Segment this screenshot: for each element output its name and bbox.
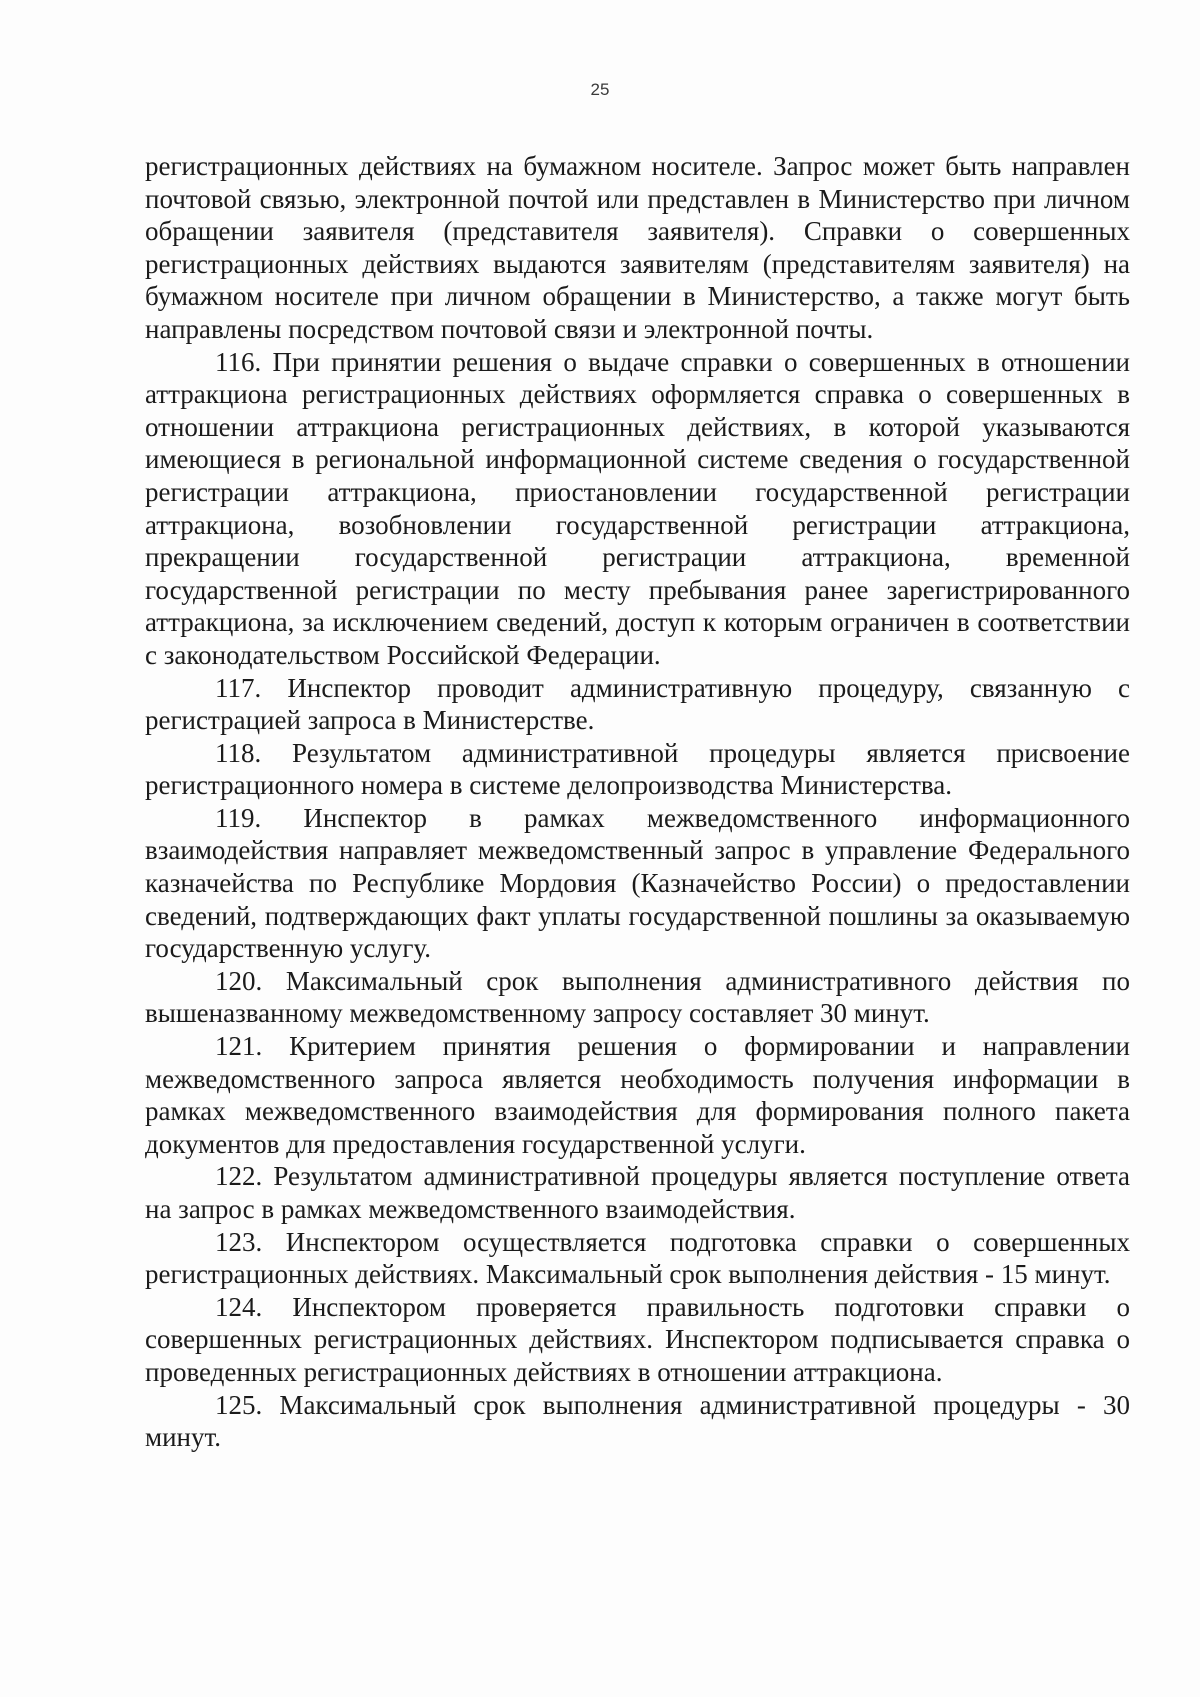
paragraph-item-124: 124. Инспектором проверяется правильность подготовки справки о совершенных регистрационных действиях. Инспектором подписывается справка о проведенных регистрационных действиях в отношении аттракциона. (145, 1291, 1130, 1387)
paragraph-item-118: 118. Результатом административной процедуры является присвоение регистрационного номера в системе делопроизводства Министерства. (145, 737, 1130, 801)
paragraph-item-120: 120. Максимальный срок выполнения административного действия по вышеназванному межведомственному запросу составляет 30 минут. (145, 965, 1130, 1029)
page-number: 25 (590, 80, 610, 99)
paragraph-continuation: регистрационных действиях на бумажном носителе. Запрос может быть направлен почтовой связью, электронной почтой или представлен в Министерство при личном обращении заявителя (представителя заявителя). Справки о совершенных регистрационных действиях выдаются заявителям (представителям заявителя) на бумажном носителе при личном обращении в Министерство, а также могут быть направлены посредством почтовой связи и электронной почты. (145, 151, 1130, 344)
document-body (145, 150, 1130, 1454)
paragraph-item-125: 125. Максимальный срок выполнения административной процедуры - 30 минут. (145, 1389, 1130, 1453)
paragraph-item-122: 122. Результатом административной процедуры является поступление ответа на запрос в рамках межведомственного взаимодействия. (145, 1161, 1130, 1224)
paragraph-item-123: 123. Инспектором осуществляется подготовка справки о совершенных регистрационных действиях. Максимальный срок выполнения действия - 15 минут. (145, 1226, 1130, 1290)
paragraph-item-117: 117. Инспектор проводит административную процедуру, связанную с регистрацией запроса в Министерстве. (145, 672, 1130, 736)
paragraph-item-119: 119. Инспектор в рамках межведомственного информационного взаимодействия направляет межведомственный запрос в управление Федерального казначейства по Республике Мордовия (Казначейство России) о предоставлении сведений, подтверждающих факт уплаты государственной пошлины за оказываемую государственную услугу. (145, 802, 1130, 964)
paragraph-item-116: 116. При принятии решения о выдаче справки о совершенных в отношении аттракциона регистрационных действиях оформляется справка о совершенных в отношении аттракциона регистрационных действиях, в которой указываются имеющиеся в региональной информационной системе сведения о государственной регистрации аттракциона, приостановлении государственной регистрации аттракциона, возобновлении государственной регистрации аттракциона, прекращении государственной регистрации аттракциона, временной государственной регистрации по месту пребывания ранее зарегистрированного аттракциона, за исключением сведений, доступ к которым ограничен в соответствии с законодательством Российской Федерации. (145, 346, 1130, 670)
paragraph-item-121: 121. Критерием принятия решения о формировании и направлении межведомственного запроса является необходимость получения информации в рамках межведомственного взаимодействия для формирования полного пакета документов для предоставления государственной услуги. (145, 1031, 1130, 1159)
